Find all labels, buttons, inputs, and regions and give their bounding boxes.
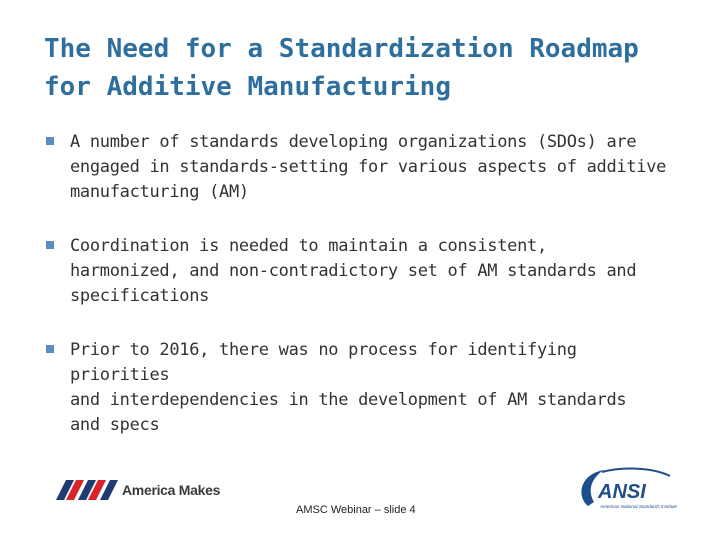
bullet-item-2	[44, 234, 680, 309]
svg-text:ANSI: ANSI	[598, 481, 646, 503]
bullet-line: Coordination is needed to maintain a consistent,	[70, 236, 547, 256]
bullet-line: engaged in standards-setting for various aspects of additive	[70, 157, 667, 177]
bullet-item-3	[44, 338, 680, 438]
bullet-line: manufacturing (AM)	[70, 182, 249, 202]
svg-text:American National Standards In: American National Standards Institute	[600, 504, 678, 509]
square-bullet-icon	[46, 241, 54, 249]
america-makes-logo	[56, 478, 226, 504]
bullet-line: A number of standards developing organizations (SDOs) are	[70, 132, 637, 152]
title-line-1: The Need for a Standardization Roadmap	[44, 34, 639, 64]
bullet-line: and interdependencies in the development of AM standards	[70, 390, 627, 410]
slide-footer: AMSC Webinar – slide 4	[296, 504, 416, 516]
america-makes-logo-icon	[56, 478, 120, 502]
title-line-2: for Additive Manufacturing	[44, 72, 451, 102]
bullet-text	[70, 130, 680, 205]
ansi-logo	[574, 466, 690, 514]
america-makes-wordmark: America Makes	[122, 482, 221, 498]
ansi-logo-icon	[574, 466, 690, 514]
bullet-item-1	[44, 130, 680, 205]
bullet-line: Prior to 2016, there was no process for identifying priorities	[70, 340, 577, 385]
bullet-line: and specs	[70, 415, 160, 435]
bullet-line: specifications	[70, 286, 210, 306]
square-bullet-icon	[46, 137, 54, 145]
slide-title	[44, 30, 684, 106]
square-bullet-icon	[46, 345, 54, 353]
bullet-text	[70, 338, 680, 438]
bullet-text	[70, 234, 680, 309]
bullet-list	[44, 130, 680, 467]
bullet-line: harmonized, and non-contradictory set of AM standards and	[70, 261, 637, 281]
